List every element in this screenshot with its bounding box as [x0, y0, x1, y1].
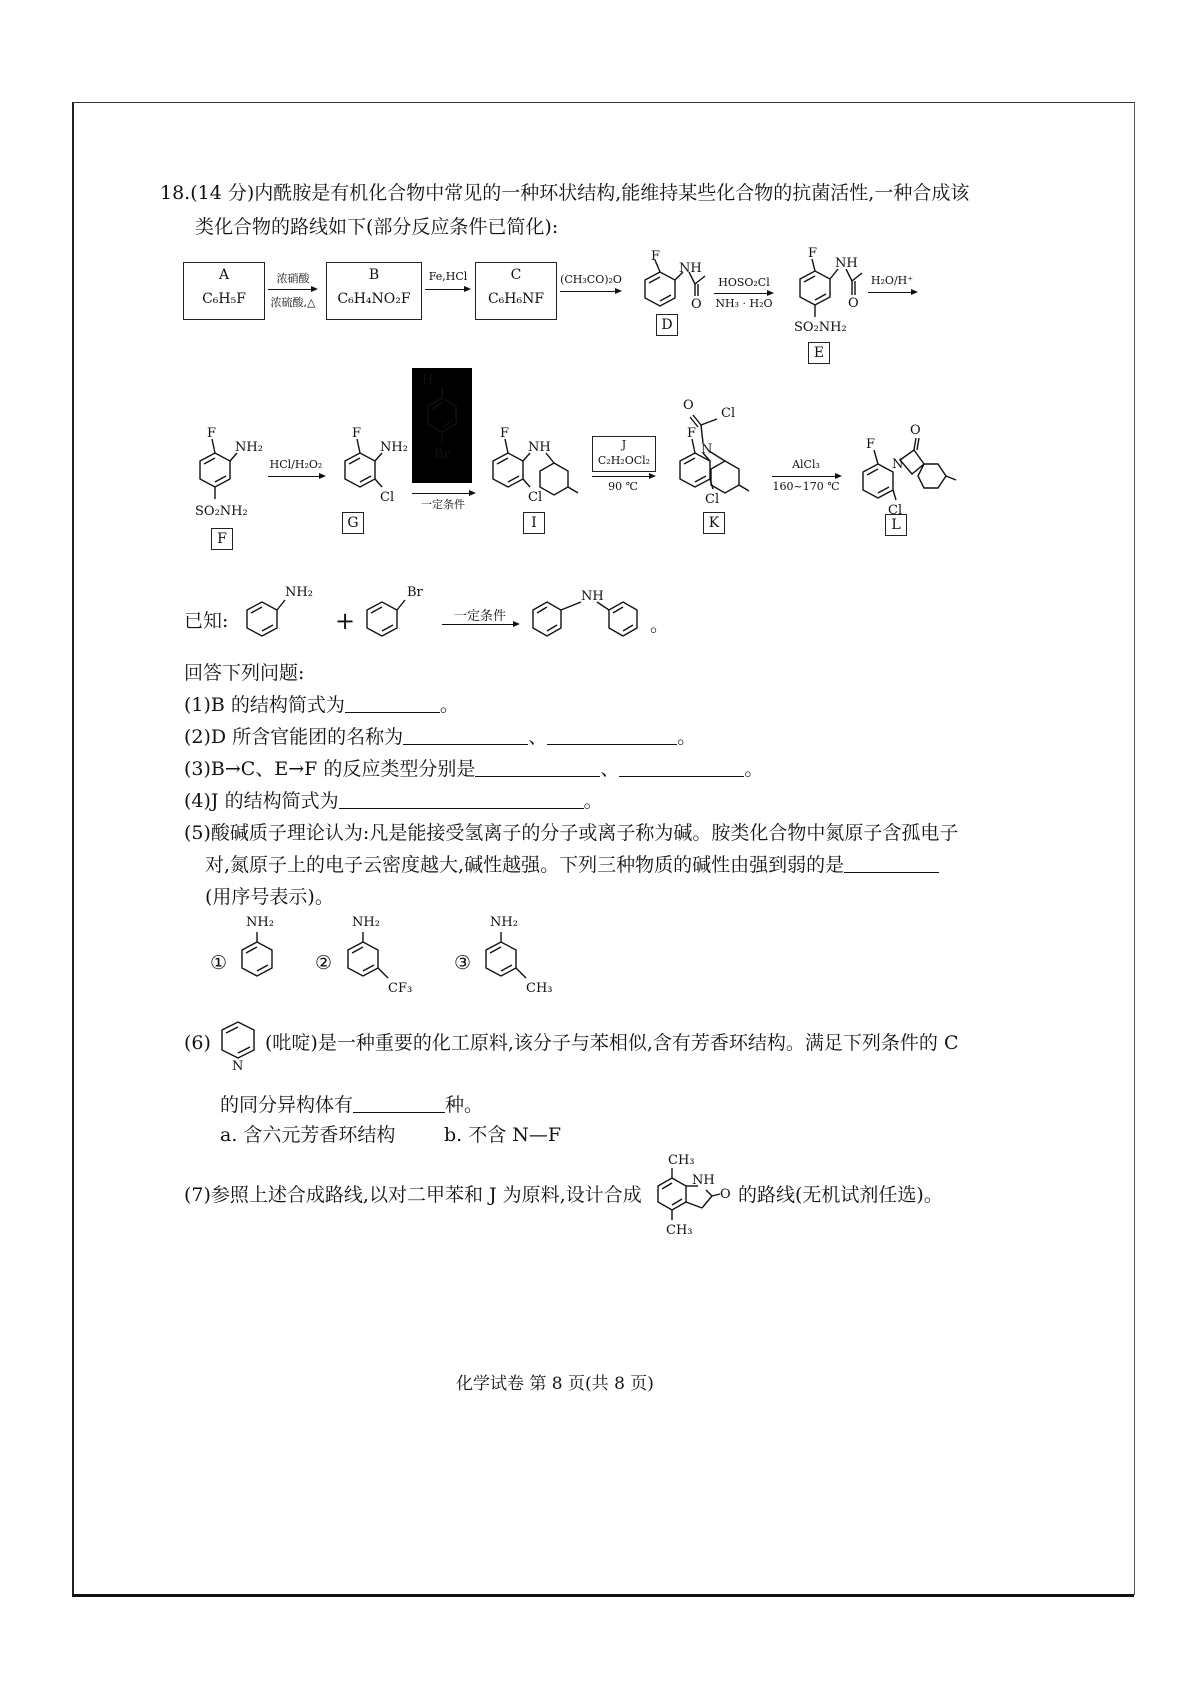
answer-intro: 回答下列问题:: [184, 662, 305, 684]
svg-text:Cl: Cl: [528, 490, 543, 505]
arrow8-reagent: J C₂H₂OCl₂: [592, 436, 656, 472]
page-footer: 化学试卷 第 8 页(共 8 页): [456, 1374, 654, 1394]
compound-box-c: C C₆H₆NF: [475, 262, 557, 320]
q6-option-a: a. 含六元芳香环结构: [220, 1124, 396, 1146]
svg-text:H: H: [422, 373, 434, 388]
svg-text:NH₂: NH₂: [285, 585, 313, 600]
q2-blank-2[interactable]: [547, 726, 677, 745]
q1: (1)B 的结构简式为 。: [184, 694, 459, 716]
known-diphenylamine: [525, 580, 655, 650]
svg-text:F: F: [808, 246, 818, 261]
q5-structure-1: [232, 912, 302, 1002]
svg-text:Cl: Cl: [380, 490, 395, 505]
structure-g: [330, 425, 410, 515]
known-arrow: [442, 624, 518, 625]
svg-text:F: F: [687, 426, 697, 441]
arrow2: [425, 289, 469, 290]
q2-blank-1[interactable]: [403, 726, 528, 745]
arrow5-top: H₂O/H⁺: [870, 274, 914, 287]
q4-blank[interactable]: [339, 790, 584, 809]
svg-text:O: O: [691, 297, 702, 312]
q5-line3: (用序号表示)。: [205, 886, 334, 908]
q5-structure-2: [338, 912, 428, 1022]
arrow6: [268, 476, 324, 477]
arrow3-top: (CH₃CO)₂O: [560, 273, 622, 286]
svg-text:O: O: [848, 296, 859, 311]
arrow9-bottom: 160~170 ℃: [772, 480, 840, 493]
arrow4: [714, 293, 772, 294]
label-e: E: [808, 342, 830, 364]
svg-text:Cl: Cl: [705, 492, 720, 507]
arrow4-top: HOSO₂Cl: [718, 276, 770, 289]
reagent-bromotoluene: [412, 368, 474, 483]
label-d: D: [656, 314, 678, 336]
svg-text:NH₂: NH₂: [490, 915, 518, 930]
q5-line2: 对,氮原子上的电子云密度越大,碱性越强。下列三种物质的碱性由强到弱的是: [205, 852, 939, 878]
svg-text:NH₂: NH₂: [352, 915, 380, 930]
svg-text:NH: NH: [835, 256, 858, 271]
svg-text:NH: NH: [679, 261, 702, 276]
arrow8: [592, 476, 654, 477]
svg-text:F: F: [651, 249, 661, 264]
q5-item3-num: ③: [454, 952, 472, 974]
known-aniline: [235, 580, 315, 650]
svg-text:Br: Br: [434, 447, 450, 462]
svg-text:F: F: [500, 426, 510, 441]
svg-text:NH₂: NH₂: [380, 440, 408, 455]
q7-target-structure: [640, 1148, 740, 1248]
known-plus: +: [335, 607, 356, 635]
label-l: L: [885, 514, 907, 536]
svg-text:O: O: [910, 423, 921, 438]
compound-box-b: B C₆H₄NO₂F: [326, 262, 422, 320]
q5-structure-3: [476, 912, 566, 1022]
q5-item2-num: ②: [315, 952, 333, 974]
structure-e: [780, 245, 870, 345]
arrow4-bottom: NH₃ · H₂O: [715, 297, 773, 310]
question-header-2: 类化合物的路线如下(部分反应条件已简化):: [195, 216, 559, 238]
q7-text: (7)参照上述合成路线,以对二甲苯和 J 为原料,设计合成: [184, 1184, 642, 1206]
svg-text:O: O: [720, 1187, 731, 1202]
svg-text:F: F: [207, 426, 217, 441]
structure-i: [478, 425, 588, 515]
svg-text:NH₂: NH₂: [235, 440, 263, 455]
known-end: 。: [650, 614, 670, 636]
arrow8-bottom: 90 ℃: [608, 480, 638, 493]
q6-option-b: b. 不含 N—F: [444, 1124, 562, 1146]
svg-text:CH₃: CH₃: [666, 1223, 693, 1238]
label-f: F: [211, 528, 233, 550]
q5-item1-num: ①: [210, 952, 228, 974]
q5-blank[interactable]: [844, 854, 939, 873]
arrow1-top: 浓硝酸: [276, 272, 310, 285]
q6-line2: 的同分异构体有 种。: [220, 1094, 484, 1116]
q7-end: 的路线(无机试剂任选)。: [738, 1184, 943, 1206]
arrow5: [868, 292, 916, 293]
svg-text:N: N: [701, 442, 713, 457]
known-cond: 一定条件: [453, 609, 506, 624]
svg-text:SO₂NH₂: SO₂NH₂: [794, 320, 847, 335]
arrow3: [560, 291, 620, 292]
q4: (4)J 的结构简式为 。: [184, 790, 603, 812]
svg-text:Cl: Cl: [721, 406, 736, 421]
arrow7: [412, 493, 474, 494]
arrow2-top: Fe,HCl: [428, 270, 468, 283]
svg-text:CF₃: CF₃: [388, 981, 413, 996]
svg-text:CH₃: CH₃: [668, 1153, 695, 1168]
svg-text:N: N: [892, 457, 904, 472]
q6-blank[interactable]: [353, 1094, 445, 1113]
arrow6-top: HCl/H₂O₂: [269, 458, 323, 471]
svg-text:F: F: [352, 426, 362, 441]
q5-line1: (5)酸碱质子理论认为:凡是能接受氢离子的分子或离子称为碱。胺类化合物中氮原子含孤电子: [184, 822, 959, 844]
compound-box-a: A C₆H₅F: [183, 262, 265, 320]
svg-text:Br: Br: [407, 585, 423, 600]
structure-l: [848, 420, 968, 530]
known-bromobenzene: [355, 580, 435, 650]
svg-text:N: N: [232, 1059, 244, 1074]
svg-text:Cl: Cl: [888, 503, 903, 518]
question-header: 18.(14 分)内酰胺是有机化合物中常见的一种环状结构,能维持某些化合物的抗菌活性,一种合成该: [160, 182, 970, 204]
svg-text:NH: NH: [581, 589, 604, 604]
svg-text:NH: NH: [692, 1173, 715, 1188]
svg-text:CH₃: CH₃: [526, 981, 553, 996]
label-k: K: [703, 512, 725, 534]
q1-blank[interactable]: [345, 694, 440, 713]
q6-prefix: (6): [184, 1032, 211, 1054]
q3-blank-1[interactable]: [475, 758, 600, 777]
svg-text:NH₂: NH₂: [246, 915, 274, 930]
arrow9-top: AlCl₃: [792, 458, 820, 471]
arrow1-bottom: 浓硫酸,△: [270, 296, 316, 309]
structure-f: [185, 425, 265, 530]
structure-k: [665, 395, 785, 515]
q6-text: (吡啶)是一种重要的化工原料,该分子与苯相似,含有芳香环结构。满足下列条件的 C: [265, 1032, 959, 1054]
svg-text:SO₂NH₂: SO₂NH₂: [195, 504, 248, 519]
label-i: I: [523, 512, 545, 534]
arrow9: [772, 476, 840, 477]
known-label: 已知:: [184, 610, 229, 632]
svg-text:O: O: [683, 398, 694, 413]
svg-text:NH: NH: [528, 440, 551, 455]
label-g: G: [342, 512, 364, 534]
page-frame-bottom: [72, 1594, 1134, 1597]
arrow1: [268, 289, 316, 290]
arrow7-bottom: 一定条件: [421, 498, 465, 511]
svg-text:F: F: [866, 437, 876, 452]
q2: (2)D 所含官能团的名称为 、 。: [184, 726, 697, 748]
q3-blank-2[interactable]: [619, 758, 744, 777]
q3: (3)B→C、E→F 的反应类型分别是 、 。: [184, 758, 764, 780]
